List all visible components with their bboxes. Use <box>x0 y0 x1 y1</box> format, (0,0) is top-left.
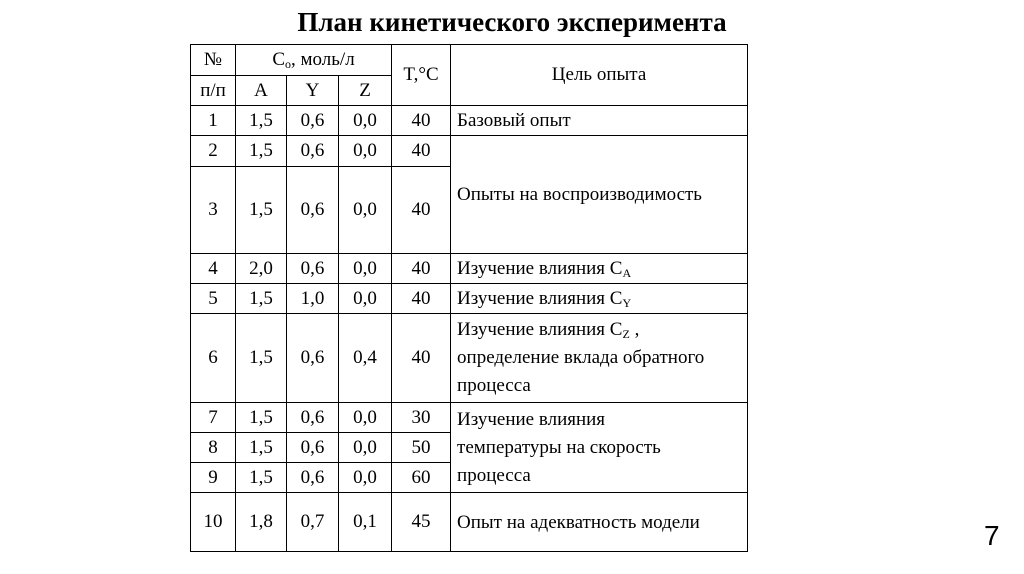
cell-goal: Изучение влияния $C_Z$ , определение вклада обратного процесса <box>451 314 748 403</box>
cell-z: 0,0 <box>339 284 392 314</box>
cell-number: 7 <box>191 403 236 433</box>
header-temperature: T,°C <box>392 45 451 106</box>
header-concentration: $C_o$, моль/л <box>236 45 392 76</box>
table-row <box>191 254 748 284</box>
table-row <box>191 106 748 136</box>
cell-goal: Изучение влияния $C_A$ <box>451 254 748 284</box>
cell-number: 9 <box>191 463 236 493</box>
cell-z: 0,0 <box>339 463 392 493</box>
cell-a: 1,5 <box>236 167 287 254</box>
cell-y: 0,7 <box>287 493 339 552</box>
table-row <box>191 136 748 167</box>
cell-y: 1,0 <box>287 284 339 314</box>
cell-y: 0,6 <box>287 433 339 463</box>
cell-a: 2,0 <box>236 254 287 284</box>
cell-z: 0,0 <box>339 106 392 136</box>
header-goal: Цель опыта <box>451 45 748 106</box>
cell-z: 0,1 <box>339 493 392 552</box>
cell-a: 1,5 <box>236 314 287 403</box>
table-row <box>191 493 748 552</box>
cell-z: 0,0 <box>339 167 392 254</box>
header-number-bottom: п/п <box>191 76 236 106</box>
table-row <box>191 314 748 403</box>
cell-temperature: 40 <box>392 284 451 314</box>
cell-z: 0,0 <box>339 136 392 167</box>
cell-y: 0,6 <box>287 463 339 493</box>
cell-goal: Опыт на адекватность модели <box>451 493 748 552</box>
cell-number: 2 <box>191 136 236 167</box>
cell-goal: Изучение влияния температуры на скорость процесса <box>451 403 748 493</box>
cell-temperature: 40 <box>392 106 451 136</box>
table-row <box>191 284 748 314</box>
cell-number: 4 <box>191 254 236 284</box>
cell-y: 0,6 <box>287 403 339 433</box>
cell-goal: Базовый опыт <box>451 106 748 136</box>
cell-goal: Изучение влияния $C_Y$ <box>451 284 748 314</box>
table-header-row <box>191 45 748 76</box>
header-col-a: A <box>236 76 287 106</box>
cell-temperature: 40 <box>392 136 451 167</box>
cell-number: 6 <box>191 314 236 403</box>
experiment-plan-table <box>190 44 748 552</box>
cell-y: 0,6 <box>287 314 339 403</box>
table-row <box>191 403 748 433</box>
cell-y: 0,6 <box>287 106 339 136</box>
cell-temperature: 40 <box>392 167 451 254</box>
cell-temperature: 50 <box>392 433 451 463</box>
cell-y: 0,6 <box>287 254 339 284</box>
header-number-top: № <box>191 45 236 76</box>
cell-z: 0,0 <box>339 254 392 284</box>
cell-z: 0,4 <box>339 314 392 403</box>
cell-temperature: 45 <box>392 493 451 552</box>
cell-a: 1,5 <box>236 284 287 314</box>
cell-a: 1,5 <box>236 403 287 433</box>
cell-a: 1,5 <box>236 136 287 167</box>
cell-number: 10 <box>191 493 236 552</box>
cell-number: 1 <box>191 106 236 136</box>
cell-temperature: 40 <box>392 314 451 403</box>
cell-z: 0,0 <box>339 403 392 433</box>
cell-goal: Опыты на воспроизводимость <box>451 136 748 254</box>
cell-number: 3 <box>191 167 236 254</box>
cell-a: 1,8 <box>236 493 287 552</box>
cell-a: 1,5 <box>236 463 287 493</box>
cell-a: 1,5 <box>236 433 287 463</box>
page-number: 7 <box>984 520 1000 551</box>
cell-temperature: 40 <box>392 254 451 284</box>
cell-y: 0,6 <box>287 136 339 167</box>
page-title: План кинетического эксперимента <box>297 7 727 37</box>
header-col-z: Z <box>339 76 392 106</box>
header-col-y: Y <box>287 76 339 106</box>
cell-temperature: 60 <box>392 463 451 493</box>
cell-a: 1,5 <box>236 106 287 136</box>
cell-temperature: 30 <box>392 403 451 433</box>
cell-y: 0,6 <box>287 167 339 254</box>
cell-number: 5 <box>191 284 236 314</box>
cell-z: 0,0 <box>339 433 392 463</box>
cell-number: 8 <box>191 433 236 463</box>
